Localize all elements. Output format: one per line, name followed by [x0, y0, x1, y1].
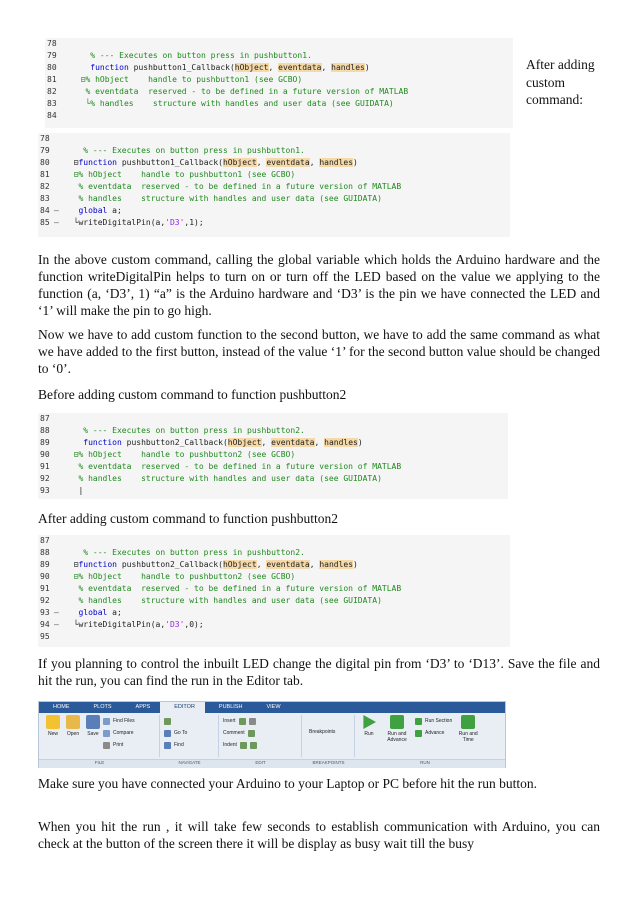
- code-text: [64, 473, 382, 485]
- code-line: [38, 619, 510, 631]
- code-line: [38, 193, 510, 205]
- code-token: ⊟% hObject handle to pushbutton2 (see GCBO): [64, 450, 296, 459]
- code-line: [38, 571, 510, 583]
- code-snippet-pushbutton1-after: [38, 133, 510, 237]
- line-marker: [54, 595, 64, 607]
- breakpoints-button[interactable]: Breakpoints: [309, 729, 336, 735]
- run-button[interactable]: Run: [362, 715, 376, 737]
- code-text: [64, 607, 122, 619]
- code-token: a;: [112, 608, 122, 617]
- insert-icon: [239, 718, 246, 725]
- code-token: % --- Executes on button press in pushbutton2.: [64, 426, 305, 435]
- code-token: function: [64, 438, 127, 447]
- line-number: 93: [40, 608, 50, 617]
- line-marker: [54, 193, 64, 205]
- code-line: [38, 181, 510, 193]
- line-number: 94: [40, 620, 50, 629]
- code-line: [38, 205, 510, 217]
- line-marker: [54, 449, 64, 461]
- code-token: function: [71, 63, 134, 72]
- comment-button[interactable]: Comment: [223, 727, 260, 739]
- code-token: ,1);: [184, 218, 204, 227]
- code-line: [45, 98, 513, 110]
- code-token: └writeDigitalPin(a,: [64, 218, 166, 227]
- code-text: [64, 485, 83, 497]
- code-token: % --- Executes on button press in pushbutton1.: [64, 146, 305, 155]
- code-token: handles: [319, 158, 354, 167]
- group-label-navigate: NAVIGATE: [178, 760, 201, 765]
- new-button[interactable]: New: [46, 715, 60, 737]
- save-button[interactable]: Save: [86, 715, 100, 737]
- insert-button[interactable]: Insert: [223, 715, 260, 727]
- code-text: [64, 449, 295, 461]
- comment-icon: [248, 730, 255, 737]
- line-number: 82: [47, 87, 57, 96]
- code-line: [38, 133, 510, 145]
- code-text: [64, 217, 204, 229]
- run-advance-button[interactable]: Run and Advance: [382, 715, 412, 743]
- line-number: 90: [40, 572, 50, 581]
- code-text: [64, 619, 204, 631]
- line-marker: [54, 535, 64, 547]
- line-marker: [54, 583, 64, 595]
- line-number: 87: [40, 414, 50, 423]
- line-number: 92: [40, 474, 50, 483]
- code-text: [64, 571, 295, 583]
- code-line: [38, 631, 510, 643]
- advance-button[interactable]: Advance: [415, 727, 452, 739]
- line-marker: [54, 133, 64, 145]
- code-line: [45, 38, 513, 50]
- paragraph-second-button: Now we have to add custom function to the second button, we have to add the same command as what we have added to the first button, instead of the value ‘1’ for the second button value should be changed to ‘0’.: [38, 327, 600, 376]
- code-line: [38, 449, 508, 461]
- caption-after-pushbutton2: After adding custom command to function pushbutton2: [38, 511, 338, 526]
- code-token: function: [78, 158, 122, 167]
- code-line: [38, 547, 510, 559]
- code-token: ): [357, 438, 363, 447]
- code-text: [64, 547, 305, 559]
- code-token: ,: [261, 438, 272, 447]
- line-number: 79: [47, 51, 57, 60]
- code-token: % --- Executes on button press in pushbutton1.: [71, 51, 312, 60]
- code-token: pushbutton1_Callback(: [133, 63, 235, 72]
- code-token: 'D3': [165, 620, 185, 629]
- code-token: pushbutton2_Callback(: [126, 438, 228, 447]
- code-text: [64, 559, 358, 571]
- code-token: eventdata: [266, 560, 310, 569]
- line-marker: [54, 485, 64, 497]
- line-number: 93: [40, 486, 50, 495]
- line-number: 83: [40, 194, 50, 203]
- code-token: ,: [309, 158, 320, 167]
- compare-icon: [103, 730, 110, 737]
- indent-more-icon: [250, 742, 257, 749]
- code-token: └writeDigitalPin(a,: [64, 620, 166, 629]
- line-number: 92: [40, 596, 50, 605]
- run-time-button[interactable]: Run and Time: [455, 715, 481, 743]
- code-token: % handles structure with handles and user data (see GUIDATA): [64, 474, 382, 483]
- code-token: ,: [321, 63, 332, 72]
- code-token: handles: [324, 438, 358, 447]
- line-marker: [54, 571, 64, 583]
- line-marker: [61, 98, 71, 110]
- find-files-icon: [103, 718, 110, 725]
- line-number: 91: [40, 462, 50, 471]
- indent-icon: [240, 742, 247, 749]
- code-token: 'D3': [165, 218, 185, 227]
- run-icon: [362, 715, 376, 729]
- code-token: ): [353, 560, 358, 569]
- goto-icon: [164, 730, 171, 737]
- code-text: [64, 205, 122, 217]
- code-token: handles: [331, 63, 365, 72]
- fx-icon: [249, 718, 256, 725]
- code-token: function: [78, 560, 122, 569]
- code-token: % handles structure with handles and user data (see GUIDATA): [64, 194, 382, 203]
- code-line: [38, 169, 510, 181]
- code-token: └% handles structure with handles and user data (see GUIDATA): [71, 99, 394, 108]
- search-icon: [164, 742, 171, 749]
- code-token: |: [64, 486, 84, 495]
- tab-view[interactable]: VIEW: [266, 704, 281, 710]
- line-marker: [54, 461, 64, 473]
- paragraph-inbuilt-led: If you planning to control the inbuilt LED change the digital pin from ‘D3’ to ‘D13’. Save the file and hit the run, you can find the run in the Editor tab.: [38, 656, 600, 688]
- code-token: % --- Executes on button press in pushbutton2.: [64, 548, 305, 557]
- code-token: % eventdata reserved - to be defined in a future version of MATLAB: [71, 87, 409, 96]
- line-marker: [61, 74, 71, 86]
- code-line: [38, 607, 510, 619]
- code-token: ⊟% hObject handle to pushbutton1 (see GCBO): [64, 170, 296, 179]
- advance-icon: [415, 730, 422, 737]
- compare-button[interactable]: Compare: [103, 727, 135, 739]
- paragraph-explanation: In the above custom command, calling the global variable which holds the Arduino hardware and the function writeDigitalPin helps to turn on or turn off the LED based on the value we applying to the function (a, ‘D3’, 1) “a” is the Arduino hardware and ‘D3’ is the pin we have connected the LED and ‘1’ will make the pin to go high.: [38, 252, 600, 318]
- line-marker: [54, 413, 64, 425]
- line-marker: [54, 473, 64, 485]
- file-group: [39, 715, 160, 757]
- code-line: [38, 425, 508, 437]
- code-text: [64, 169, 295, 181]
- line-number: 85: [40, 218, 50, 227]
- code-token: ): [353, 158, 358, 167]
- code-token: ⊟% hObject handle to pushbutton2 (see GCBO): [64, 572, 296, 581]
- tab-publish[interactable]: PUBLISH: [218, 704, 243, 710]
- code-text: [64, 145, 305, 157]
- line-marker: –: [54, 218, 59, 227]
- code-snippet-pushbutton2-before: [38, 413, 508, 499]
- print-button[interactable]: Print: [103, 739, 135, 751]
- code-token: pushbutton1_Callback(: [121, 158, 223, 167]
- matlab-editor-toolbar: [38, 701, 506, 768]
- code-text: [71, 74, 302, 86]
- find-files-button[interactable]: Find Files: [103, 715, 135, 727]
- line-number: 79: [40, 146, 50, 155]
- code-token: % eventdata reserved - to be defined in a future version of MATLAB: [64, 584, 402, 593]
- line-marker: [54, 145, 64, 157]
- code-line: [38, 413, 508, 425]
- code-token: ,: [314, 438, 325, 447]
- line-number: 83: [47, 99, 57, 108]
- ribbon-tabs: [39, 702, 505, 713]
- code-line: [38, 583, 510, 595]
- code-text: [64, 583, 401, 595]
- find-button[interactable]: Find: [164, 739, 187, 751]
- line-number: 84: [47, 111, 57, 120]
- code-line: [38, 559, 510, 571]
- code-line: [38, 485, 508, 497]
- code-text: [71, 86, 408, 98]
- line-marker: [54, 169, 64, 181]
- save-icon: [86, 715, 100, 729]
- code-token: global: [64, 206, 113, 215]
- run-advance-icon: [390, 715, 404, 729]
- line-marker: [54, 437, 64, 449]
- line-marker: [54, 181, 64, 193]
- code-token: ): [364, 63, 370, 72]
- tab-apps[interactable]: APPS: [135, 704, 151, 710]
- code-token: ,0);: [184, 620, 204, 629]
- run-group: [355, 715, 488, 757]
- code-token: ,: [309, 560, 320, 569]
- code-line: [38, 535, 510, 547]
- code-line: [45, 62, 513, 74]
- code-line: [45, 110, 513, 122]
- code-text: [64, 181, 401, 193]
- code-text: [64, 193, 382, 205]
- navigate-group: [160, 715, 219, 757]
- line-marker: [61, 62, 71, 74]
- group-label-edit: EDIT: [255, 760, 266, 765]
- group-label-breakpoints: BREAKPOINTS: [312, 760, 345, 765]
- line-number: 78: [40, 134, 50, 143]
- code-text: [71, 62, 370, 74]
- line-marker: [54, 425, 64, 437]
- code-token: % eventdata reserved - to be defined in a future version of MATLAB: [64, 182, 402, 191]
- group-label-file: FILE: [94, 760, 105, 765]
- code-line: [38, 217, 510, 229]
- tab-plots[interactable]: PLOTS: [93, 704, 112, 710]
- code-token: ⊟% hObject handle to pushbutton1 (see GCBO): [71, 75, 303, 84]
- breakpoints-group: [302, 715, 355, 757]
- code-text: [64, 595, 382, 607]
- edit-group: [219, 715, 302, 757]
- code-token: hObject: [222, 158, 257, 167]
- line-number: 88: [40, 426, 50, 435]
- tab-home[interactable]: HOME: [53, 704, 70, 710]
- line-number: 91: [40, 584, 50, 593]
- code-line: [38, 461, 508, 473]
- line-marker: [54, 157, 64, 169]
- code-text: [64, 461, 401, 473]
- line-number: 95: [40, 632, 50, 641]
- line-marker: [54, 631, 64, 643]
- paragraph-run-wait: When you hit the run , it will take few seconds to establish communication with Arduino, you can check at the button of the screen there it will be display as busy wait till the busy: [38, 819, 600, 851]
- line-marker: –: [54, 620, 59, 629]
- code-token: global: [64, 608, 113, 617]
- code-text: [64, 157, 358, 169]
- new-icon: [46, 715, 60, 729]
- line-marker: [61, 110, 71, 122]
- paragraph-connect-arduino: Make sure you have connected your Arduino to your Laptop or PC before hit the run button.: [38, 776, 538, 791]
- line-number: 89: [40, 438, 50, 447]
- code-text: [64, 437, 363, 449]
- code-line: [45, 74, 513, 86]
- code-text: [71, 98, 394, 110]
- code-line: [38, 437, 508, 449]
- line-number: 84: [40, 206, 50, 215]
- code-token: a;: [112, 206, 122, 215]
- code-token: handles: [319, 560, 354, 569]
- goto-button[interactable]: Go To: [164, 727, 187, 739]
- code-token: ,: [268, 63, 279, 72]
- line-number: 82: [40, 182, 50, 191]
- code-line: [38, 145, 510, 157]
- code-line: [38, 157, 510, 169]
- code-token: % handles structure with handles and user data (see GUIDATA): [64, 596, 382, 605]
- line-number: 89: [40, 560, 50, 569]
- line-number: 81: [40, 170, 50, 179]
- arrows-icon[interactable]: [164, 715, 187, 727]
- caption-before-pushbutton2: Before adding custom command to function pushbutton2: [38, 387, 347, 402]
- group-label-run: RUN: [420, 760, 430, 765]
- line-marker: [61, 86, 71, 98]
- code-token: eventdata: [266, 158, 310, 167]
- line-number: 80: [47, 63, 57, 72]
- code-token: ,: [256, 560, 267, 569]
- after-adding-label: After adding custom command:: [526, 57, 595, 107]
- code-line: [38, 595, 510, 607]
- line-number: 88: [40, 548, 50, 557]
- code-text: [71, 50, 312, 62]
- open-button[interactable]: Open: [66, 715, 80, 737]
- print-icon: [103, 742, 110, 749]
- tab-editor[interactable]: EDITOR: [160, 702, 205, 713]
- run-time-icon: [461, 715, 475, 729]
- line-marker: [61, 38, 71, 50]
- code-token: hObject: [234, 63, 269, 72]
- code-line: [38, 473, 508, 485]
- line-number: 90: [40, 450, 50, 459]
- code-token: pushbutton2_Callback(: [121, 560, 223, 569]
- code-token: hObject: [227, 438, 262, 447]
- code-line: [45, 50, 513, 62]
- folder-icon: [66, 715, 80, 729]
- line-marker: –: [54, 608, 59, 617]
- code-token: ,: [256, 158, 267, 167]
- code-token: eventdata: [278, 63, 322, 72]
- indent-button[interactable]: Indent: [223, 739, 260, 751]
- code-text: [64, 425, 305, 437]
- code-token: ⊟: [64, 158, 79, 167]
- ribbon-group-labels: [39, 759, 505, 768]
- code-token: eventdata: [271, 438, 315, 447]
- code-snippet-pushbutton2-after: [38, 535, 510, 647]
- line-marker: [54, 559, 64, 571]
- code-snippet-pushbutton1-before: [45, 38, 513, 128]
- code-token: ⊟: [64, 560, 79, 569]
- line-marker: [54, 547, 64, 559]
- line-marker: –: [54, 206, 59, 215]
- run-section-button[interactable]: Run Section: [415, 715, 452, 727]
- code-token: % eventdata reserved - to be defined in a future version of MATLAB: [64, 462, 402, 471]
- line-number: 87: [40, 536, 50, 545]
- code-token: hObject: [222, 560, 257, 569]
- line-marker: [61, 50, 71, 62]
- line-number: 78: [47, 39, 57, 48]
- line-number: 81: [47, 75, 57, 84]
- line-number: 80: [40, 158, 50, 167]
- code-line: [45, 86, 513, 98]
- run-section-icon: [415, 718, 422, 725]
